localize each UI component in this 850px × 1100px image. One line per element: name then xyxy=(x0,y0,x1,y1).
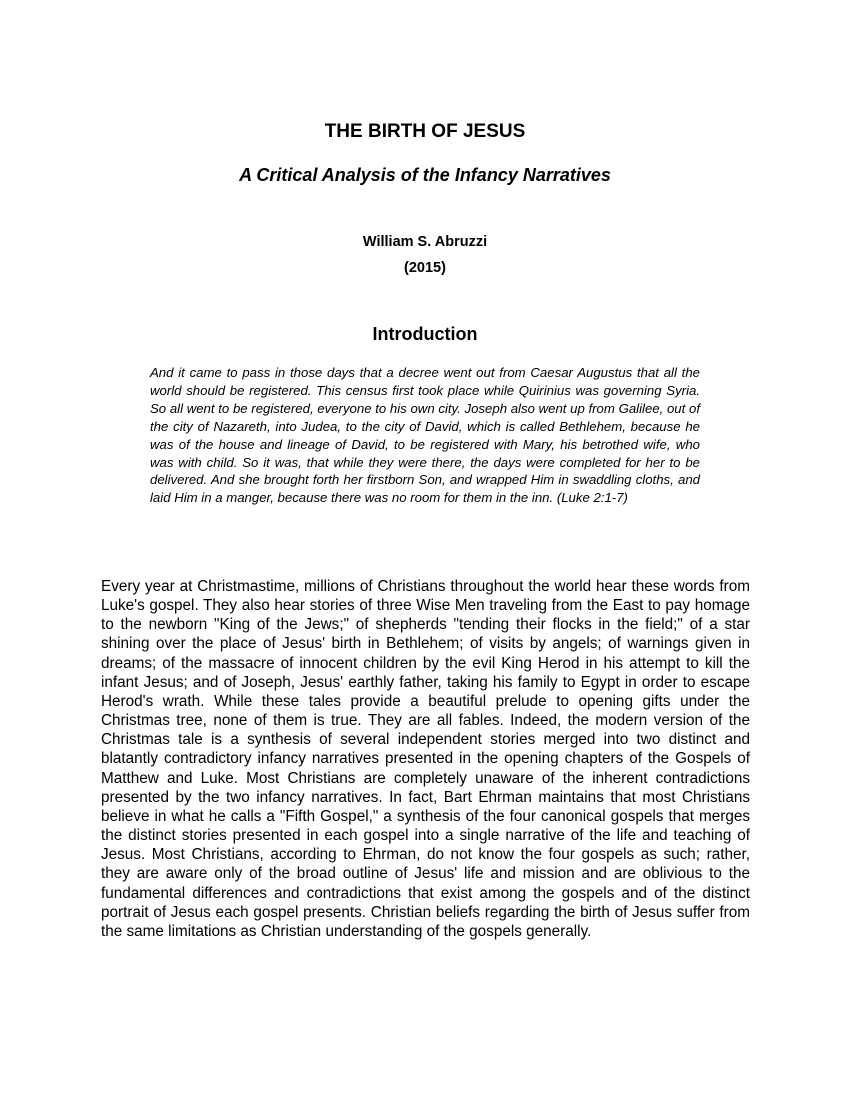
body-paragraph: Every year at Christmastime, millions of Christians throughout the world hear these words from Luke's gospel. They also hear stories of three Wise Men traveling from the East to pay homage to the newborn "King of the Jews;" of shepherds "tending their flocks in the field;" of a star shining over the place of Jesus' birth in Bethlehem; of visits by angels; of warnings given in dreams; of the massacre of innocent children by the evil King Herod in his attempt to kill the infant Jesus; and of Joseph, Jesus' earthly father, taking his family to Egypt in order to escape Herod's wrath. While these tales provide a beautiful prelude to opening gifts under the Christmas tree, none of them is true. They are all fables. Indeed, the modern version of the Christmas tale is a synthesis of several independent stories merged into two distinct and blatantly contradictory infancy narratives presented in the opening chapters of the Gospels of Matthew and Luke. Most Christians are completely unaware of the inherent contradictions presented by the two infancy narratives. In fact, Bart Ehrman maintains that most Christians believe in what he calls a "Fifth Gospel," a synthesis of the four canonical gospels that merges the distinct stories presented in each gospel into a single narrative of the life and teaching of Jesus. Most Christians, according to Ehrman, do not know the four gospels as such; rather, they are aware only of the broad outline of Jesus' life and mission and are oblivious to the fundamental differences and contradictions that exist among the gospels and of the distinct portrait of Jesus each gospel presents. Christian beliefs regarding the birth of Jesus suffer from the same limitations as Christian understanding of the gospels generally. xyxy=(101,578,750,940)
publication-year: (2015) xyxy=(404,260,446,276)
section-heading-introduction: Introduction xyxy=(372,324,478,344)
document-title: THE BIRTH OF JESUS xyxy=(324,121,526,142)
document-subtitle: A Critical Analysis of the Infancy Narratives xyxy=(239,165,611,185)
author-name: William S. Abruzzi xyxy=(362,234,488,250)
epigraph-quote: And it came to pass in those days that a decree went out from Caesar Augustus that all the world should be registered. This census first took place while Quirinius was governing Syria. So all went to be registered, everyone to his own city. Joseph also went up from Galilee, out of the city of Nazareth, into Judea, to the city of David, which is called Bethlehem, because he was of the house and lineage of David, to be registered with Mary, his betrothed wife, who was with child. So it was, that while they were there, the days were completed for her to be delivered. And she brought forth her firstborn Son, and wrapped Him in swaddling cloths, and laid Him in a manger, because there was no room for them in the inn. (Luke 2:1-7) xyxy=(150,365,700,506)
